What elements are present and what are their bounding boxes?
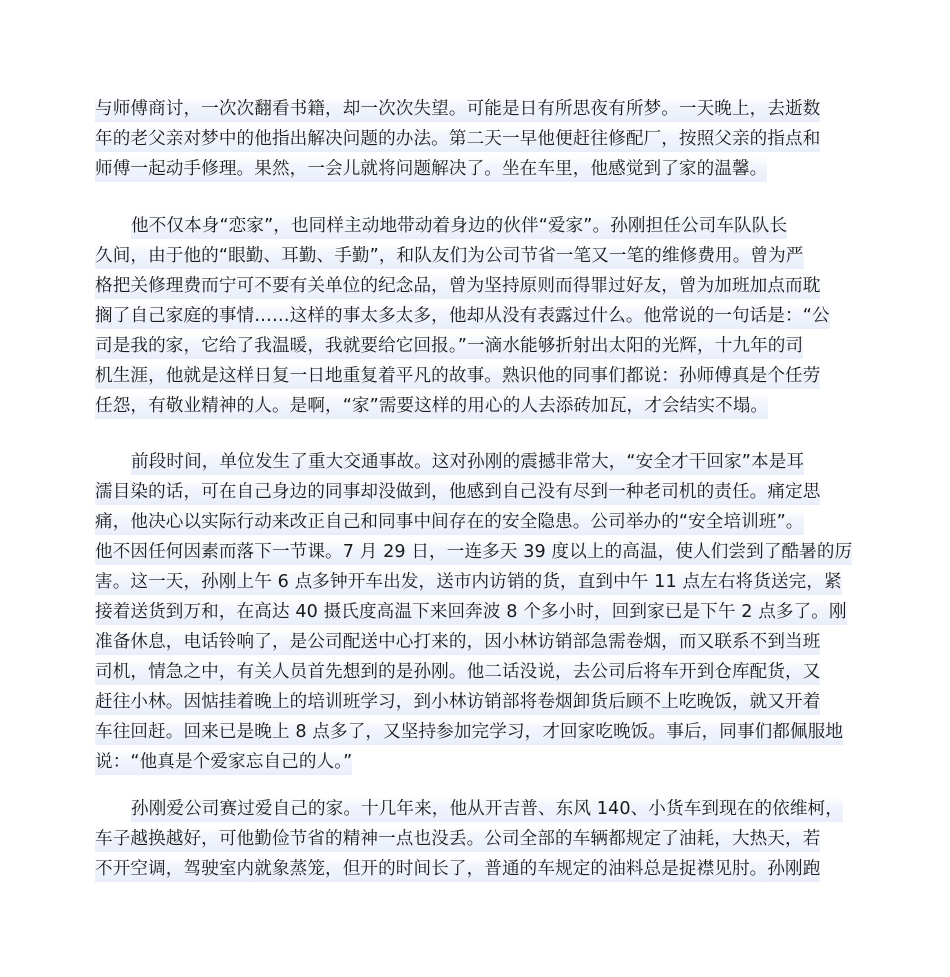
text-line: 赶往小林。因惦挂着晚上的培训班学习，到小林访销部将卷烟卸货后顾不上吃晚饭，就又开着 (95, 687, 865, 717)
text-line: 孙刚爱公司赛过爱自己的家。十几年来，他从开吉普、东风 140、小货车到现在的依维柯， (95, 794, 865, 824)
text-line: 格把关修理费而宁可不要有关单位的纪念品，曾为坚持原则而得罪过好友，曾为加班加点而耽 (95, 271, 865, 301)
text-line: 车往回赶。回来已是晚上 8 点多了，又坚持参加完学习，才回家吃晚饭。事后，同事们都佩服地 (95, 717, 865, 747)
text-line: 濡目染的话，可在自己身边的同事却没做到，他感到自己没有尽到一种老司机的责任。痛定思 (95, 477, 865, 507)
paragraph-1 (95, 94, 865, 184)
paragraph-4 (95, 794, 865, 884)
text-line: 害。这一天，孙刚上午 6 点多钟开车出发，送市内访销的货，直到中午 11 点左右将货送完，紧 (95, 567, 865, 597)
text-line: 年的老父亲对梦中的他指出解决问题的办法。第二天一早他便赶往修配厂，按照父亲的指点和 (95, 124, 865, 154)
text-line: 车子越换越好，可他勤俭节省的精神一点也没丢。公司全部的车辆都规定了油耗，大热天，若 (95, 824, 865, 854)
text-line: 久间，由于他的“眼勤、耳勤、手勤”，和队友们为公司节省一笔又一笔的维修费用。曾为严 (95, 241, 865, 271)
paragraph-2 (95, 211, 865, 451)
paragraph-3 (95, 447, 865, 777)
text-line: 与师傅商讨，一次次翻看书籍，却一次次失望。可能是日有所思夜有所梦。一天晚上，去逝数 (95, 94, 865, 124)
text-line: 准备休息，电话铃响了，是公司配送中心打来的，因小林访销部急需卷烟，而又联系不到当班 (95, 627, 865, 657)
text-line: 司机，情急之中，有关人员首先想到的是孙刚。他二话没说，去公司后将车开到仓库配货，又 (95, 657, 865, 687)
text-line: 任怨，有敬业精神的人。是啊，“家”需要这样的用心的人去添砖加瓦，才会结实不塌。 (95, 391, 865, 421)
text-line: 师傅一起动手修理。果然，一会儿就将问题解决了。坐在车里，他感觉到了家的温馨。 (95, 154, 865, 184)
text-line: 不开空调，驾驶室内就象蒸笼，但开的时间长了，普通的车规定的油料总是捉襟见肘。孙刚跑 (95, 854, 865, 884)
text-line: 接着送货到万和，在高达 40 摄氏度高温下来回奔波 8 个多小时，回到家已是下午 2 点多了。刚 (95, 597, 865, 627)
text-line: 痛，他决心以实际行动来改正自己和同事中间存在的安全隐患。公司举办的“安全培训班”。 (95, 507, 865, 537)
text-line: 说：“他真是个爱家忘自己的人。” (95, 747, 865, 777)
text-line: 他不因任何因素而落下一节课。7 月 29 日，一连多天 39 度以上的高温，使人们尝到了酷暑的厉 (95, 537, 865, 567)
text-line: 搁了自己家庭的事情……这样的事太多太多，他却从没有表露过什么。他常说的一句话是：“公 (95, 301, 865, 331)
text-line: 机生涯，他就是这样日复一日地重复着平凡的故事。熟识他的同事们都说：孙师傅真是个任劳 (95, 361, 865, 391)
text-line: 司是我的家，它给了我温暖，我就要给它回报。”一滴水能够折射出太阳的光辉，十九年的司 (95, 331, 865, 361)
text-line: 前段时间，单位发生了重大交通事故。这对孙刚的震撼非常大，“安全才干回家”本是耳 (95, 447, 865, 477)
text-line: 他不仅本身“恋家”，也同样主动地带动着身边的伙伴“爱家”。孙刚担任公司车队队长 (95, 211, 865, 241)
